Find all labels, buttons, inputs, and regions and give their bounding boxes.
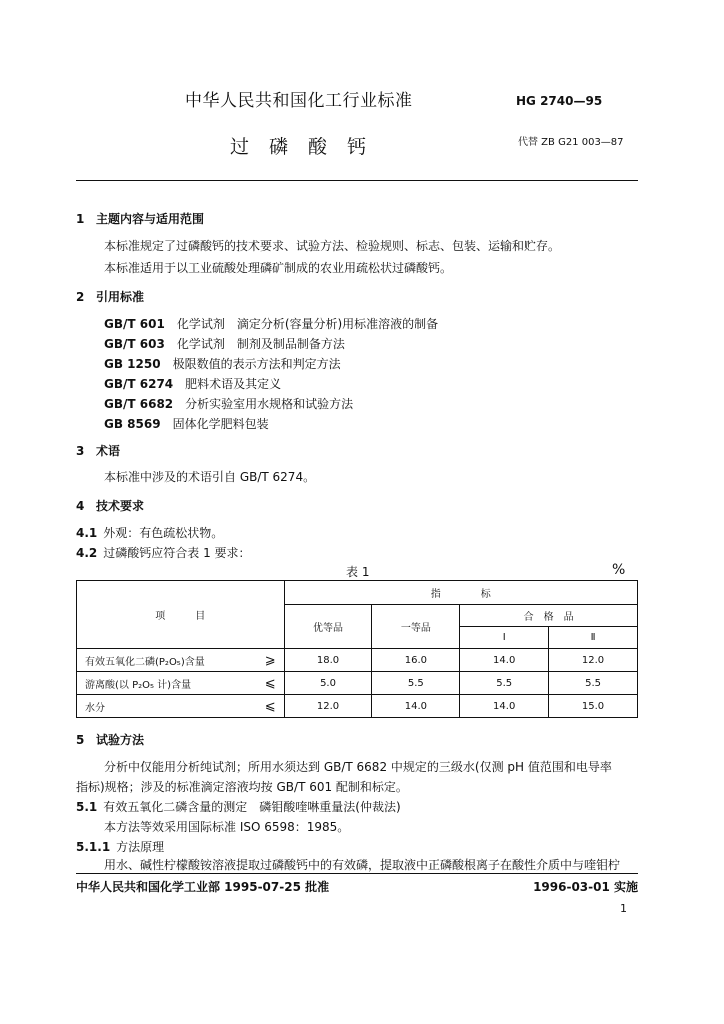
clause-text: 方法原理 (116, 840, 165, 854)
cell-value: 14.0 (372, 695, 460, 718)
reference-code: GB 8569 (104, 417, 161, 431)
section-1-paragraph-2: 本标准适用于以工业硫酸处理磷矿制成的农业用疏松状过磷酸钙。 (104, 261, 453, 275)
clause-5-1-paragraph: 本方法等效采用国际标准 ISO 6598：1985。 (104, 820, 350, 834)
approval-note: 中华人民共和国化学工业部 1995-07-25 批准 (76, 880, 330, 894)
clause-number: 4.2 (76, 546, 98, 560)
standard-title: 中华人民共和国化工行业标准 (185, 91, 413, 111)
section-title: 主题内容与适用范围 (96, 212, 205, 226)
section-number: 5 (76, 733, 85, 747)
clause-text: 外观：有色疏松状物。 (103, 526, 224, 540)
section-3-paragraph: 本标准中涉及的术语引自 GB/T 6274。 (104, 470, 316, 484)
reference-title: 极限数值的表示方法和判定方法 (172, 357, 341, 371)
cell-value: 14.0 (460, 649, 549, 672)
table-row (77, 672, 638, 695)
document-title: 过磷酸钙 (230, 136, 387, 158)
table-header-qualified: 合 格 品 (460, 605, 638, 627)
table-header-first-grade: 一等品 (372, 605, 460, 649)
cell-value: 14.0 (460, 695, 549, 718)
clause-4-2 (76, 544, 251, 561)
cell-value: 5.5 (372, 672, 460, 695)
reference-title: 化学试剂 滴定分析(容量分析)用标准溶液的制备 (176, 317, 439, 331)
cell-value: 5.0 (284, 672, 372, 695)
cell-value: 5.5 (549, 672, 638, 695)
reference-item (104, 395, 353, 412)
implementation-date: 1996-03-01 实施 (533, 880, 638, 894)
reference-code: GB/T 601 (104, 317, 165, 331)
cell-value: 18.0 (284, 649, 372, 672)
table-header-qualified-2: Ⅱ (549, 627, 638, 649)
cell-value: 5.5 (460, 672, 549, 695)
reference-item (104, 335, 345, 352)
reference-item (104, 315, 438, 332)
table-header-premium: 优等品 (284, 605, 372, 649)
standard-code: HG 2740—95 (516, 94, 603, 108)
header-rule (76, 180, 638, 181)
footer-rule (76, 873, 638, 874)
row-name: 有效五氧化二磷(P₂O₅)含量 (77, 649, 245, 672)
table-row (77, 695, 638, 718)
section-2-heading (76, 288, 144, 305)
row-name: 水分 (77, 695, 245, 718)
section-3-heading (76, 442, 120, 459)
reference-code: GB 1250 (104, 357, 161, 371)
section-title: 技术要求 (96, 499, 145, 513)
section-title: 试验方法 (96, 733, 145, 747)
table-row (77, 649, 638, 672)
reference-title: 固体化学肥料包装 (172, 417, 269, 431)
replaces-note: 代替 ZB G21 003—87 (518, 137, 624, 148)
section-number: 4 (76, 499, 85, 513)
reference-title: 肥料术语及其定义 (185, 377, 282, 391)
table-header-qualified-1: Ⅰ (460, 627, 549, 649)
cell-value: 12.0 (549, 649, 638, 672)
row-comparator: ⩽ (244, 672, 284, 695)
row-name: 游离酸(以 P₂O₅ 计)含量 (77, 672, 245, 695)
section-5-paragraph-line-2: 指标)规格；涉及的标准滴定溶液均按 GB/T 601 配制和标定。 (76, 780, 408, 794)
clause-number: 5.1.1 (76, 840, 111, 854)
reference-item (104, 415, 269, 432)
reference-code: GB/T 6274 (104, 377, 174, 391)
table-caption: 表 1 (346, 565, 370, 579)
reference-item (104, 355, 341, 372)
section-number: 1 (76, 212, 85, 226)
section-4-heading (76, 497, 144, 514)
section-number: 3 (76, 444, 85, 458)
section-title: 术语 (96, 444, 121, 458)
section-1-paragraph-1: 本标准规定了过磷酸钙的技术要求、试验方法、检验规则、标志、包装、运输和贮存。 (104, 239, 561, 253)
reference-code: GB/T 6682 (104, 397, 174, 411)
page-number: 1 (620, 902, 627, 915)
reference-title: 化学试剂 制剂及制品制备方法 (176, 337, 345, 351)
row-comparator: ⩾ (244, 649, 284, 672)
reference-code: GB/T 603 (104, 337, 165, 351)
section-1-heading (76, 210, 204, 227)
clause-number: 5.1 (76, 800, 98, 814)
requirements-table (76, 580, 638, 718)
row-comparator: ⩽ (244, 695, 284, 718)
table-header-item: 项 目 (77, 581, 285, 649)
section-number: 2 (76, 290, 85, 304)
section-5-paragraph-line-1: 分析中仅能用分析纯试剂；所用水须达到 GB/T 6682 中规定的三级水(仅测 pH 值范围和电导率 (104, 760, 612, 774)
cell-value: 12.0 (284, 695, 372, 718)
table-header-index: 指 标 (284, 581, 637, 605)
clause-5-1 (76, 798, 401, 815)
clause-text: 过磷酸钙应符合表 1 要求： (103, 546, 251, 560)
clause-5-1-1-paragraph: 用水、碱性柠檬酸铵溶液提取过磷酸钙中的有效磷，提取液中正磷酸根离子在酸性介质中与喹钼柠 (104, 858, 621, 872)
clause-4-1 (76, 524, 223, 541)
reference-item (104, 375, 281, 392)
cell-value: 16.0 (372, 649, 460, 672)
table-unit: % (612, 562, 626, 578)
clause-text: 有效五氧化二磷含量的测定 磷钼酸喹啉重量法(仲裁法) (103, 800, 401, 814)
section-5-heading (76, 731, 144, 748)
reference-title: 分析实验室用水规格和试验方法 (185, 397, 354, 411)
cell-value: 15.0 (549, 695, 638, 718)
clause-5-1-1 (76, 838, 164, 855)
clause-number: 4.1 (76, 526, 98, 540)
section-title: 引用标准 (96, 290, 145, 304)
